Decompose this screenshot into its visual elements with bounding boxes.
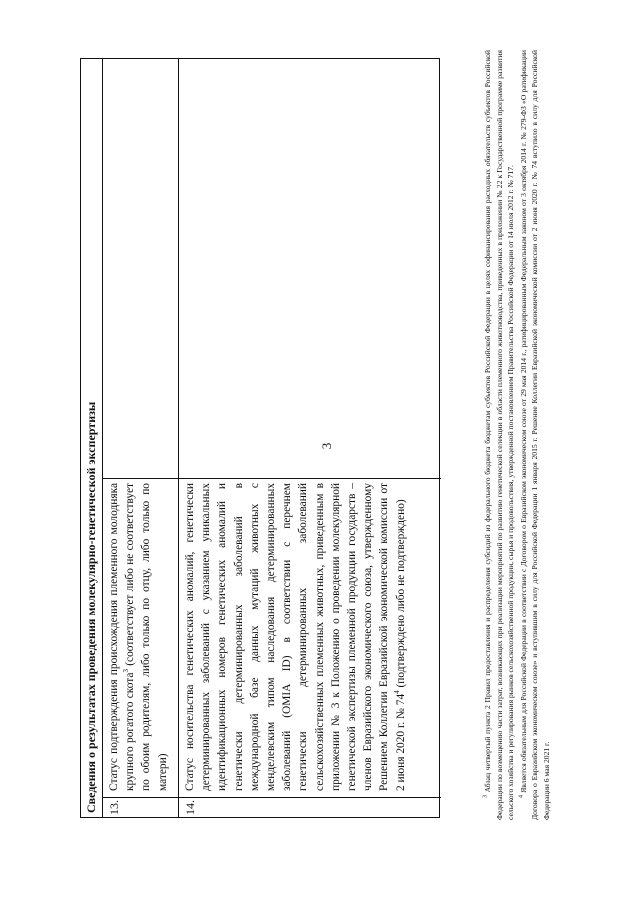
row-number: 14.: [179, 797, 441, 817]
table-row: [103, 59, 179, 817]
footnote: [482, 50, 517, 820]
footnotes: [482, 50, 554, 820]
page-number: 3: [319, 442, 334, 450]
footnote-mark: 3: [482, 795, 489, 798]
results-table: [80, 58, 440, 818]
row-text-note: (подтверждено либо не подтверждено): [394, 499, 407, 691]
row-number: 13.: [103, 797, 178, 817]
footnote-ref: 3: [122, 669, 131, 673]
row-description: [103, 478, 178, 797]
row-value-empty: [179, 59, 441, 478]
footnote-text: Является обязательным для Российской Федерации в соответствии с Договором о Евразийском экономическом союзе от 29 мая 2014 г., ратифицированным Федеральным законом от 3 октября 2014 г. № 279-ФЗ «О ратификации Договора о Евразийском экономическом союзе» и вступившим в силу для Российской Федерации 1 января 2015 г. Решение Коллегии Евразийской экономической комиссии от 2 июня 2020 г. № 74 вступило в силу для Российской Федерации 6 мая 2021 г.: [518, 50, 551, 820]
footnote: [518, 50, 553, 820]
table-row: [179, 59, 441, 817]
row-text: Статус подтверждения происхождения племенного молодняка крупного рогатого скота: [108, 483, 137, 791]
footnote-mark: 4: [518, 795, 525, 798]
table-title: Сведения о результатах проведения молекулярно-генетической экспертизы: [81, 59, 103, 817]
row-text-note: (соответствует либо не соответствует по обоим родителям, либо только по отцу, либо только по матери): [124, 483, 169, 791]
row-text: Статус носительства генетических аномалий, генетически детерминированных заболеваний с указанием уникальных идентификационных номеров генетических аномалий и генетически детерминированных заболеваний в международной базе данных мутаций животных с менделевским типом наследования детерминированных заболеваний (OMIA ID) в соответствии с перечнем генетически детерминированных заболеваний сельскохозяйственных племенных животных, приведенным в приложении № 3 к Положению о проведении молекулярной генетической экспертизы племенной продукции государств – членов Евразийского экономического союза, утвержденному Решением Коллегии Евразийской экономической комиссии от 2 июня 2020 г. № 74: [184, 483, 407, 791]
footnote-ref: 4: [392, 690, 401, 694]
row-description: [179, 478, 441, 797]
footnote-text: Абзац четвертый пункта 2 Правил предоставления и распределения субсидий из федерального бюджета бюджетам субъектов Российской Федерации в целях софинансирования расходных обязательств субъектов Российской Федерации по возмещению части затрат, возникающих при реализации мероприятий по развитию генетической селекции в области племенного животноводства, приведенных в приложении № 22 к Государственной программе развития сельского хозяйства и регулирования рынков сельскохозяйственной продукции, сырья и продовольствия, утвержденной постановлением Правительства Российской Федерации от 14 июля 2012 г. № 717.: [483, 50, 516, 820]
row-value-empty: [103, 59, 178, 478]
